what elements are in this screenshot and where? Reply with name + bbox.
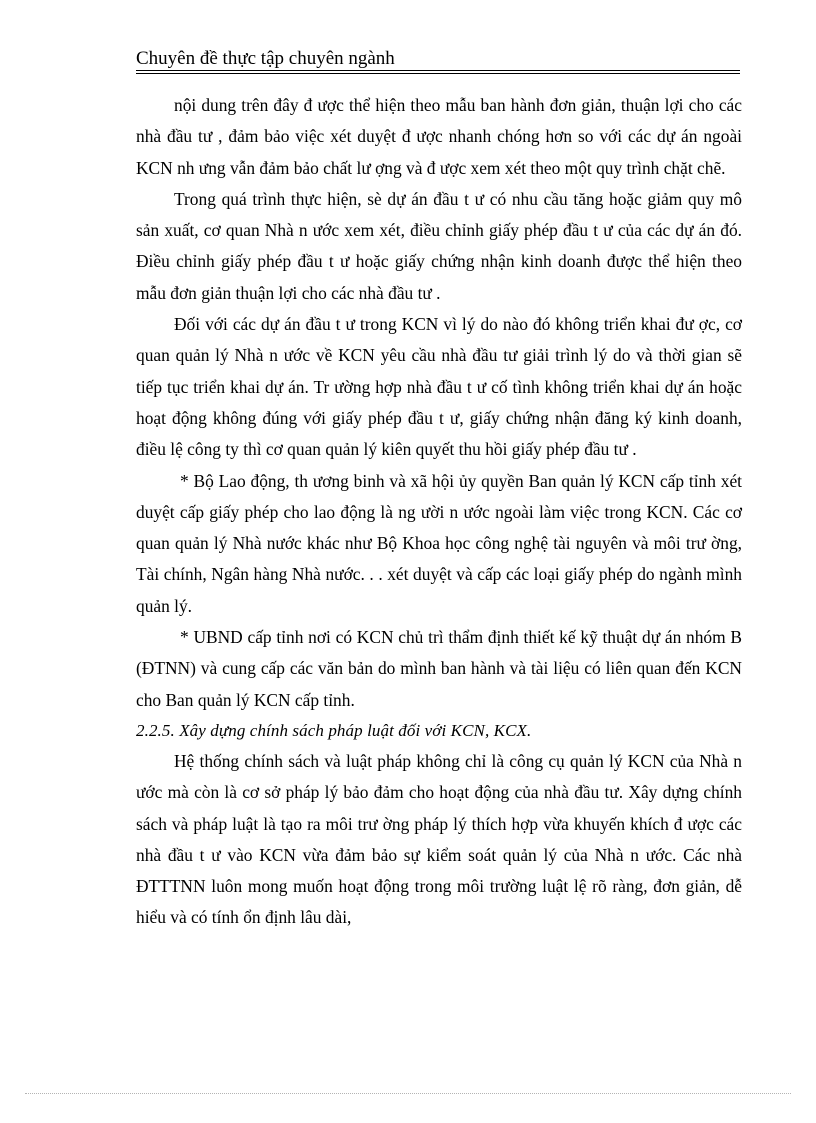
- paragraph-3: Đối với các dự án đầu t ư trong KCN vì lý do nào đó không triển khai đư ợc, cơ quan quản lý Nhà n ước về KCN yêu cầu nhà đầu tư giải trình lý do và thời gian sẽ tiếp tục triển khai dự án. Tr ường hợp nhà đầu t ư cố tình không triển khai dự án hoặc hoạt động không đúng với giấy phép đầu t ư, giấy chứng nhận đăng ký kinh doanh, điều lệ công ty thì cơ quan quản lý kiên quyết thu hồi giấy phép đầu tư .: [136, 314, 742, 460]
- header-double-rule: [136, 70, 740, 74]
- document-body: [136, 90, 742, 934]
- page-header: [136, 48, 742, 70]
- paragraph-2: Trong quá trình thực hiện, sè dự án đầu t ư có nhu cầu tăng hoặc giảm quy mô sản xuất, cơ quan Nhà n ước xem xét, điều chỉnh giấy phép đầu t ư của các dự án đó. Điều chỉnh giấy phép đầu t ư hoặc giấy chứng nhận kinh doanh được thể hiện theo mẫu đơn giản thuận lợi cho các nhà đầu tư .: [136, 188, 742, 303]
- paragraph-4-bullet: * Bộ Lao động, th ương binh và xã hội ủy quyền Ban quản lý KCN cấp tỉnh xét duyệt cấp giấy phép cho lao động là ng ười n ước ngoài làm việc trong KCN. Các cơ quan quản lý Nhà nước khác như Bộ Khoa học công nghệ tài nguyên và môi trư ờng, Tài chính, Ngân hàng Nhà nước. . . xét duyệt và cấp các loại giấy phép do ngành mình quản lý.: [136, 470, 742, 616]
- page-bottom-dotted-border: [25, 1093, 791, 1094]
- header-title: Chuyên đề thực tập chuyên ngành: [136, 48, 395, 69]
- paragraph-6: Hệ thống chính sách và luật pháp không chỉ là công cụ quản lý KCN của Nhà n ước mà còn là cơ sở pháp lý bảo đảm cho hoạt động của nhà đầu tư. Xây dựng chính sách và pháp luật là tạo ra môi trư ờng pháp lý thích hợp vừa khuyến khích đ ược các nhà đầu t ư vào KCN vừa đảm bảo sự kiểm soát quản lý của Nhà n ước. Các nhà ĐTTTNN luôn mong muốn hoạt động trong môi trường luật lệ rõ ràng, đơn giản, dễ hiểu và có tính ổn định lâu dài,: [136, 750, 742, 928]
- section-heading: 2.2.5. Xây dựng chính sách pháp luật đối với KCN, KCX.: [136, 720, 532, 740]
- paragraph-5-bullet: * UBND cấp tỉnh nơi có KCN chủ trì thẩm định thiết kế kỹ thuật dự án nhóm B (ĐTNN) và cung cấp các văn bản do mình ban hành và tài liệu có liên quan đến KCN cho Ban quản lý KCN cấp tỉnh.: [136, 627, 742, 710]
- paragraph-1: nội dung trên đây đ ược thể hiện theo mẫu ban hành đơn giản, thuận lợi cho các nhà đầu tư , đảm bảo việc xét duyệt đ ược nhanh chóng hơn so với các dự án ngoài KCN nh ưng vẫn đảm bảo chất lư ợng và đ ược xem xét theo một quy trình chặt chẽ.: [136, 95, 742, 178]
